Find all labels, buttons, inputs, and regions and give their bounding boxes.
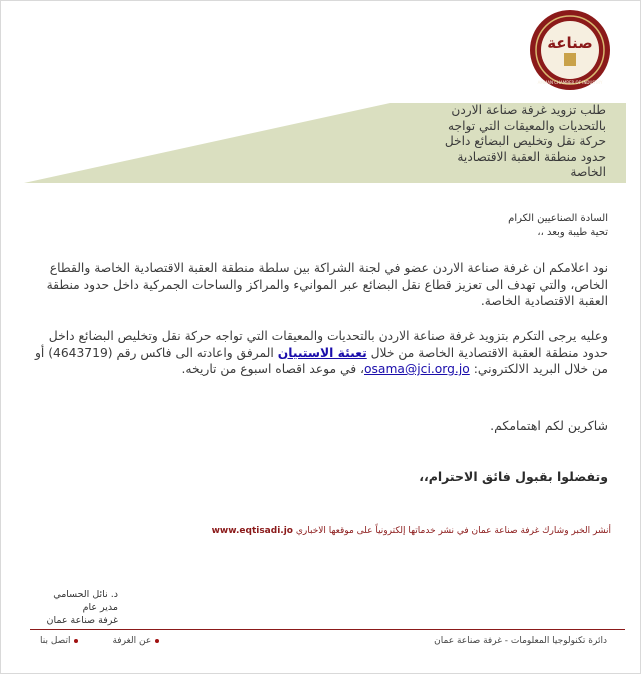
footer-links <box>40 636 159 646</box>
footer-link-label: اتصل بنا <box>40 636 71 646</box>
promo-text: أنشر الخبر وشارك غرفة صناعة عمان في نشر خدماتها إلكترونياً على موقعها الاخباري <box>295 526 611 536</box>
footer-link-label: عن الغرفة <box>112 636 152 646</box>
greeting <box>508 212 608 239</box>
body-paragraph-2 <box>23 328 608 378</box>
signature-name: د. نائل الحسامي <box>53 589 118 600</box>
body-paragraph-1: نود اعلامكم ان غرفة صناعة الاردن عضو في لجنة الشراكة بين سلطة منطقة العقبة الاقتصادية الخاصة والقطاع الخاص، والتي تهدف الى تعزيز قطاع نقل البضائع عبر الموانيء والمراكز والساحات الجمركية داخل حدود منطقة العقبة الاقتصادية الخاصة. <box>46 261 608 308</box>
footer-link-about[interactable] <box>112 636 159 646</box>
paragraph-text: ، في موعد اقصاه اسبوع من تاريخه. <box>181 362 364 376</box>
logo-seal-text: AMMAN CHAMBER OF INDUSTRY <box>537 80 603 85</box>
regards-line: وتفضلوا بقبول فائق الاحترام،، <box>419 469 608 484</box>
signature-block <box>28 588 118 627</box>
bullet-icon <box>74 639 78 643</box>
news-site-link[interactable]: www.eqtisadi.jo <box>211 526 293 536</box>
chamber-logo <box>528 8 612 92</box>
footer-department: دائرة تكنولوجيا المعلومات - غرفة صناعة عمان <box>434 636 607 646</box>
email-link[interactable]: osama@jci.org.jo <box>363 362 470 376</box>
bullet-icon <box>155 639 159 643</box>
promo-line <box>212 526 611 536</box>
title-line: طلب تزويد غرفة صناعة الاردن <box>451 103 606 117</box>
greeting-line: السادة الصناعيين الكرام <box>508 213 608 224</box>
title-line: الخاصة <box>570 165 606 179</box>
footer-link-contact[interactable] <box>40 636 78 646</box>
logo-word: صناعة <box>547 34 593 52</box>
title-box-notch <box>24 103 390 183</box>
greeting-line: تحية طيبة وبعد ،، <box>537 226 608 238</box>
title-line: حركة نقل وتخليص البضائع داخل <box>444 134 606 148</box>
signature-org: غرفة صناعة عمان <box>46 615 118 626</box>
title-line: بالتحديات والمعيقات التي تواجه <box>448 118 606 133</box>
footer-divider <box>30 629 625 630</box>
thanks-line: شاكرين لكم اهتمامكم. <box>490 418 608 433</box>
document-title <box>366 103 606 181</box>
survey-link[interactable]: تعبئة الاستبيان <box>277 345 367 360</box>
signature-role: مدير عام <box>82 602 118 613</box>
paragraph-text: المرفق واعادته الى فاكس رقم (4643719) أو من خلال البريد الالكتروني: <box>34 345 608 376</box>
paragraph-text: وعليه يرجى التكرم بتزويد غرفة صناعة الاردن بالتحديات والمعيقات التي تواجه حركة نقل وتخليص البضائع داخل حدود منطقة العقبة الاقتصادية الخاصة من خلال <box>48 329 608 360</box>
title-line: حدود منطقة العقبة الاقتصادية <box>457 149 606 164</box>
